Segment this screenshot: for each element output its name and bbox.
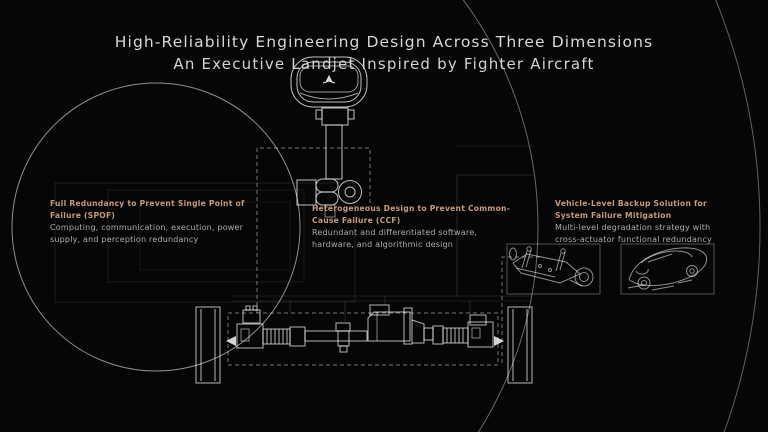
dimension-heading: Vehicle-Level Backup Solution for — [555, 199, 708, 208]
chassis-sketch — [507, 244, 600, 294]
dimension-block-ccf — [312, 203, 510, 251]
dimension-body: Multi-level degradation strategy with — [555, 223, 711, 232]
dimension-body: Computing, communication, execution, power — [50, 223, 244, 232]
dimension-body: supply, and perception redundancy — [50, 235, 199, 244]
right-tie-rod-arrow — [494, 336, 504, 346]
dimension-block-spof — [50, 198, 245, 246]
front-left-wheel — [196, 307, 220, 383]
dimension-heading: System Failure Mitigation — [555, 211, 672, 220]
front-right-wheel — [508, 307, 532, 383]
dimension-heading: Full Redundancy to Prevent Single Point of — [50, 199, 245, 208]
dimension-block-backup — [555, 198, 712, 246]
brand-logo-icon — [323, 76, 335, 83]
dimension-body: hardware, and algorithmic design — [312, 240, 454, 249]
steering-column-drawing — [291, 57, 367, 217]
vehicle-sketch — [621, 244, 714, 294]
dimension-heading: Cause Failure (CCF) — [312, 216, 401, 225]
dimension-body: cross-actuator functional redundancy — [555, 235, 712, 244]
dimension-heading: Heterogeneous Design to Prevent Common- — [312, 204, 511, 213]
slide-subtitle: An Executive Landjet Inspired by Fighter Aircraft — [173, 55, 595, 73]
dimension-heading: Failure (SPOF) — [50, 211, 116, 220]
slide-title: High-Reliability Engineering Design Across Three Dimensions — [114, 33, 654, 51]
dimension-body: Redundant and differentiated software, — [312, 228, 478, 237]
steering-rack-drawing — [196, 305, 532, 383]
